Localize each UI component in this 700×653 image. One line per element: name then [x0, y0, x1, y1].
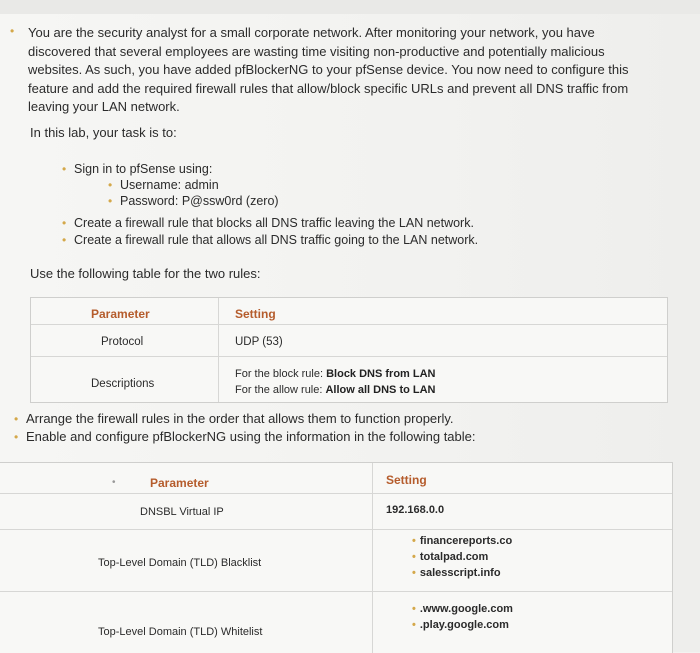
- table-cell-parameter: Top-Level Domain (TLD) Blacklist: [98, 557, 262, 569]
- bullet-icon: •: [412, 603, 416, 615]
- bullet-icon: •: [108, 178, 113, 192]
- username-text: Username: admin: [120, 178, 219, 192]
- pfblocker-table: [0, 462, 673, 653]
- divider: [0, 529, 672, 530]
- bullet-icon: •: [412, 567, 416, 579]
- whitelist-domain: .www.google.com: [419, 603, 513, 615]
- blacklist-domain: financereports.co: [419, 535, 513, 547]
- list-item: [108, 178, 219, 192]
- rule-allow-text: Create a firewall rule that allows all DNS traffic going to the LAN network.: [74, 233, 479, 247]
- enable-text: Enable and configure pfBlockerNG using the information in the following table:: [26, 429, 476, 444]
- divider: [218, 298, 219, 402]
- table-cell-setting: [235, 366, 436, 398]
- divider: [372, 463, 373, 653]
- table-cell-parameter: Descriptions: [91, 378, 155, 390]
- instructions-list: [14, 410, 476, 446]
- block-rule-label: For the block rule:: [235, 368, 327, 380]
- table-cell-setting: [412, 533, 512, 581]
- bullet-icon: •: [14, 430, 19, 444]
- list-item: [14, 428, 476, 446]
- table-cell-parameter: Protocol: [101, 336, 144, 348]
- table-cell-setting: [412, 601, 513, 633]
- list-item: [108, 194, 279, 208]
- intro-paragraph: [28, 24, 668, 117]
- top-strip: [0, 0, 700, 14]
- table-cell-parameter: Top-Level Domain (TLD) Whitelist: [98, 626, 263, 638]
- bullet-icon: •: [10, 24, 15, 38]
- bullet-icon: •: [412, 535, 416, 547]
- list-item: [412, 549, 512, 565]
- task-intro: In this lab, your task is to:: [30, 125, 177, 140]
- bullet-icon: •: [412, 619, 416, 631]
- column-header-parameter: Parameter: [91, 307, 150, 321]
- intro-line: You are the security analyst for a small corporate network. After monitoring your network, you have: [28, 25, 595, 40]
- divider: [0, 591, 672, 592]
- bullet-icon: •: [14, 412, 19, 426]
- list-item: [62, 162, 212, 176]
- table-cell-parameter: DNSBL Virtual IP: [140, 506, 224, 518]
- password-text: Password: P@ssw0rd (zero): [120, 194, 279, 208]
- block-rule-value: Block DNS from LAN: [326, 368, 436, 380]
- blacklist-domain: totalpad.com: [419, 551, 489, 563]
- bullet-icon: •: [62, 233, 67, 247]
- column-header-setting: Setting: [235, 307, 276, 321]
- allow-rule-value: Allow all DNS to LAN: [325, 384, 436, 396]
- list-item: [62, 216, 474, 230]
- list-item: [412, 601, 513, 617]
- use-table-text: Use the following table for the two rules:: [30, 266, 261, 281]
- intro-line: websites. As such, you have added pfBlockerNG to your pfSense device. You now need to configure this: [28, 62, 629, 77]
- bullet-icon: •: [62, 216, 67, 230]
- list-item: [62, 233, 478, 247]
- bullet-icon: •: [412, 551, 416, 563]
- table-cell-setting: 192.168.0.0: [386, 504, 445, 516]
- rules-table: [30, 297, 668, 403]
- divider: [31, 356, 667, 357]
- list-item: [14, 410, 476, 428]
- allow-rule-label: For the allow rule:: [235, 384, 326, 396]
- intro-line: feature and add the required firewall rules that allow/block specific URLs and prevent all DNS traffic from: [28, 80, 629, 96]
- list-item: [412, 565, 512, 581]
- sign-in-text: Sign in to pfSense using:: [74, 162, 213, 176]
- intro-line: discovered that several employees are wasting time visiting non-productive and potentially malicious: [28, 43, 605, 59]
- list-item: [412, 617, 513, 633]
- table-cell-setting: UDP (53): [235, 336, 283, 348]
- blacklist-domain: salesscript.info: [419, 567, 501, 579]
- divider: [31, 324, 667, 325]
- bullet-icon: •: [108, 194, 113, 208]
- intro-line: leaving your LAN network.: [28, 99, 180, 114]
- whitelist-domain: .play.google.com: [419, 619, 509, 631]
- bullet-icon: •: [62, 162, 67, 176]
- divider: [0, 493, 672, 494]
- list-item: [412, 533, 512, 549]
- rule-block-text: Create a firewall rule that blocks all DNS traffic leaving the LAN network.: [74, 216, 474, 230]
- arrange-text: Arrange the firewall rules in the order that allows them to function properly.: [26, 411, 454, 426]
- bullet-icon: •: [112, 477, 116, 488]
- column-header-parameter: Parameter: [150, 476, 209, 490]
- column-header-setting: Setting: [386, 473, 427, 487]
